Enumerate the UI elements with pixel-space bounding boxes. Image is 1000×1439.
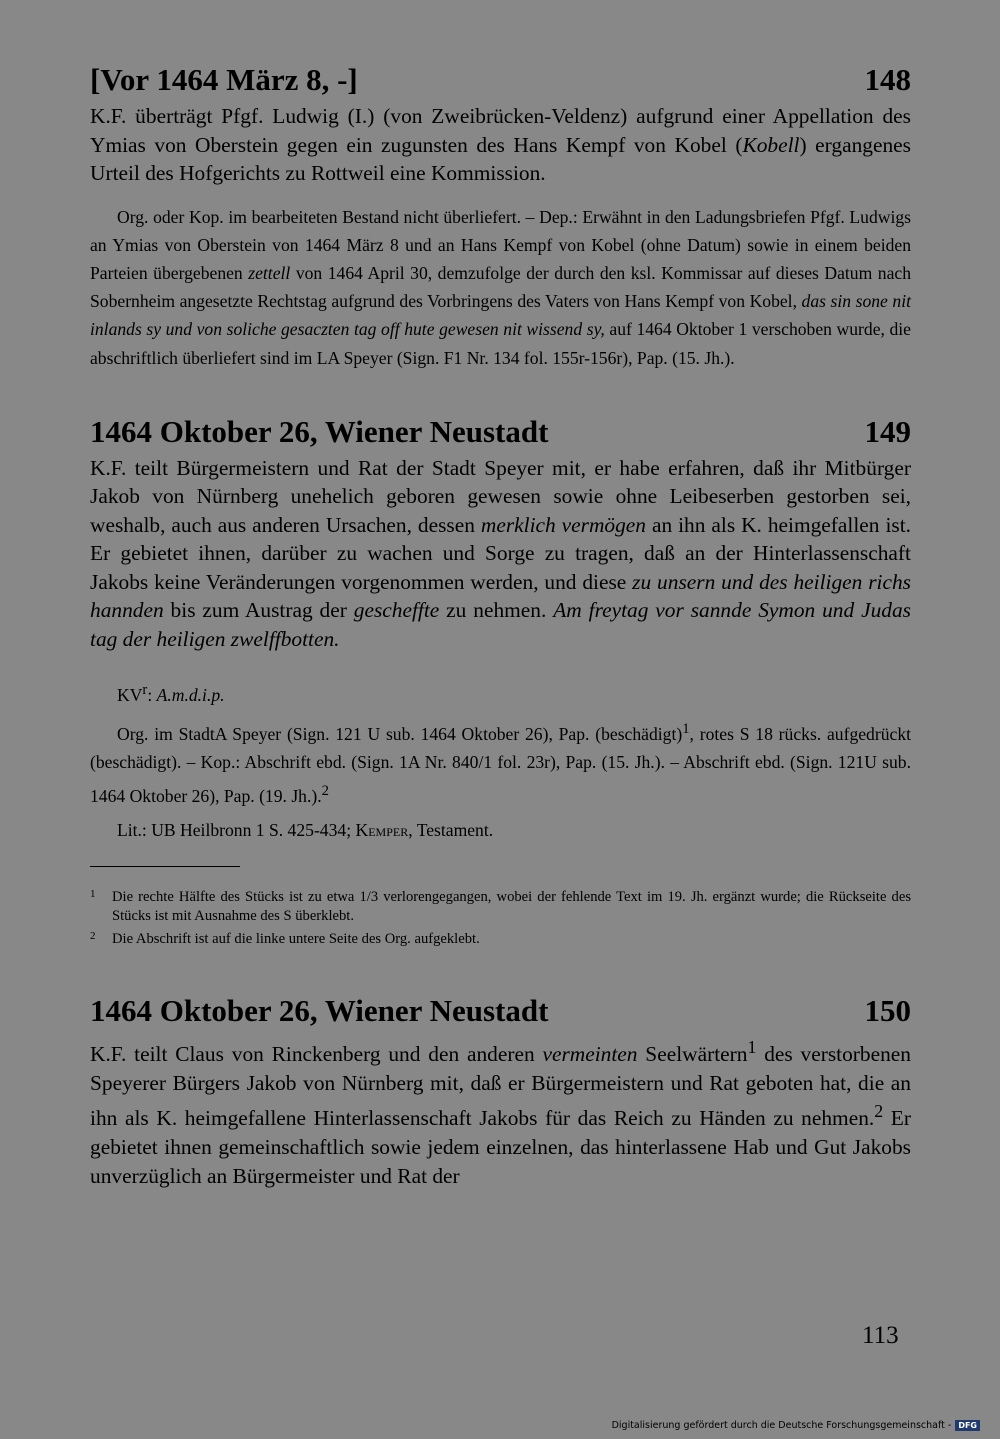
page-number: 113 <box>862 1322 899 1349</box>
entry-148-heading-row <box>90 62 911 98</box>
entry-kv-line: $KV^r$: A.m.d.i.p. <box>117 682 225 706</box>
footnote: 1 Die rechte Hälfte des Stücks ist zu etwa 1/3 verlorengegangen, wobei der fehlende Text im 19. Jh. ergänzt wurde; die Rückseite des Stücks ist mit Ausnahme des S überklebt. <box>90 887 911 925</box>
entry-heading: 1464 Oktober 26, Wiener Neustadt <box>90 413 549 449</box>
document-page <box>90 62 911 1190</box>
entry-heading: [Vor 1464 März 8, -] <box>90 62 358 97</box>
entry-literature: Lit.: UB Heilbronn 1 S. 425-434; Kemper, Testament. <box>117 819 494 840</box>
entry-summary: K.F. teilt Claus von Rinckenberg und den anderen vermeinten Seelwärtern$^1$ des verstorbenen Speyerer Bürgers Jakob von Nürnberg mit, daß er Bürgermeistern und Rat geboten hat, die an ihn als K. heimgefallene Hinterlassenschaft Jakobs für das Reich zu Händen zu nehmen.$^2$ Er gebietet ihnen gemeinschaftlich sowie jedem einzelnen, das hinterlassene Hab und Gut Jakobs unverzüglich an Bürgermeister und Rat der <box>90 1037 911 1188</box>
entry-number: 148 <box>864 62 911 97</box>
entry-source-note: Org. im StadtA Speyer (Sign. 121 U sub. 1464 Oktober 26), Pap. (beschädigt)$^1$, rotes S 18 rücks. aufgedrückt (beschädigt). – Kop.: Abschrift ebd. (Sign. 1A Nr. 840/1 fol. 23r), Pap. (15. Jh.). – Abschrift ebd. (Sign. 121U sub. 1464 Oktober 26), Pap. (19. Jh.).$^2$ <box>90 721 911 806</box>
entry-heading: 1464 Oktober 26, Wiener Neustadt <box>90 993 549 1029</box>
entry-summary: K.F. überträgt Pfgf. Ludwig (I.) (von Zweibrücken-Veldenz) aufgrund einer Appellation des Ymias von Oberstein gegen ein zugunsten des Hans Kempf von Kobel (Kobell) ergangenes Urteil des Hofgerichts zu Rottweil eine Kommission. <box>90 104 911 185</box>
dfg-logo: DFG <box>955 1420 980 1431</box>
entry-source-note: Org. oder Kop. im bearbeiteten Bestand nicht überliefert. – Dep.: Erwähnt in den Ladungsbriefen Pfgf. Ludwigs an Ymias von Oberstein von 1464 März 8 und an Hans Kempf von Kobel (ohne Datum) sowie in einem beiden Parteien übergebenen zettell von 1464 April 30, demzufolge der durch den ksl. Kommissar auf dieses Datum nach Sobernheim angesetzte Rechtstag aufgrund des Vorbringens des Vaters von Hans Kempf von Kobel, das sin sone nit inlands sy und von soliche gesaczten tag off hute gewesen nit wissend sy, auf 1464 Oktober 1 verschoben wurde, die abschriftlich überliefert sind im LA Speyer (Sign. F1 Nr. 134 fol. 155r-156r), Pap. (15. Jh.). <box>90 206 911 368</box>
entry-149-heading-row <box>90 414 911 450</box>
entry-number: 149 <box>864 413 911 449</box>
entry-150-heading-row <box>90 993 911 1029</box>
entry-number: 150 <box>864 993 911 1029</box>
credit-text: Digitalisierung gefördert durch die Deutsche Forschungsgemeinschaft - <box>611 1420 952 1431</box>
footnote-divider <box>90 866 240 867</box>
footnote: 2 Die Abschrift ist auf die linke untere Seite des Org. aufgeklebt. <box>90 929 480 947</box>
dfg-credit <box>612 1420 980 1431</box>
entry-summary: K.F. teilt Bürgermeistern und Rat der Stadt Speyer mit, er habe erfahren, daß ihr Mitbürger Jakob von Nürnberg unehelich geboren gewesen sowie ohne Leibeserben gestorben sei, weshalb, auch aus anderen Ursachen, dessen merklich vermögen an ihn als K. heimgefallen ist. Er gebietet ihnen, darüber zu wachen und Sorge zu tragen, daß an der Hinterlassenschaft Jakobs keine Veränderungen vorgenommen werden, und diese zu unsern und des heiligen richs hannden bis zum Austrag der gescheffte zu nehmen. Am freytag vor sannde Symon und Judas tag der heiligen zwelffbotten. <box>90 455 912 651</box>
